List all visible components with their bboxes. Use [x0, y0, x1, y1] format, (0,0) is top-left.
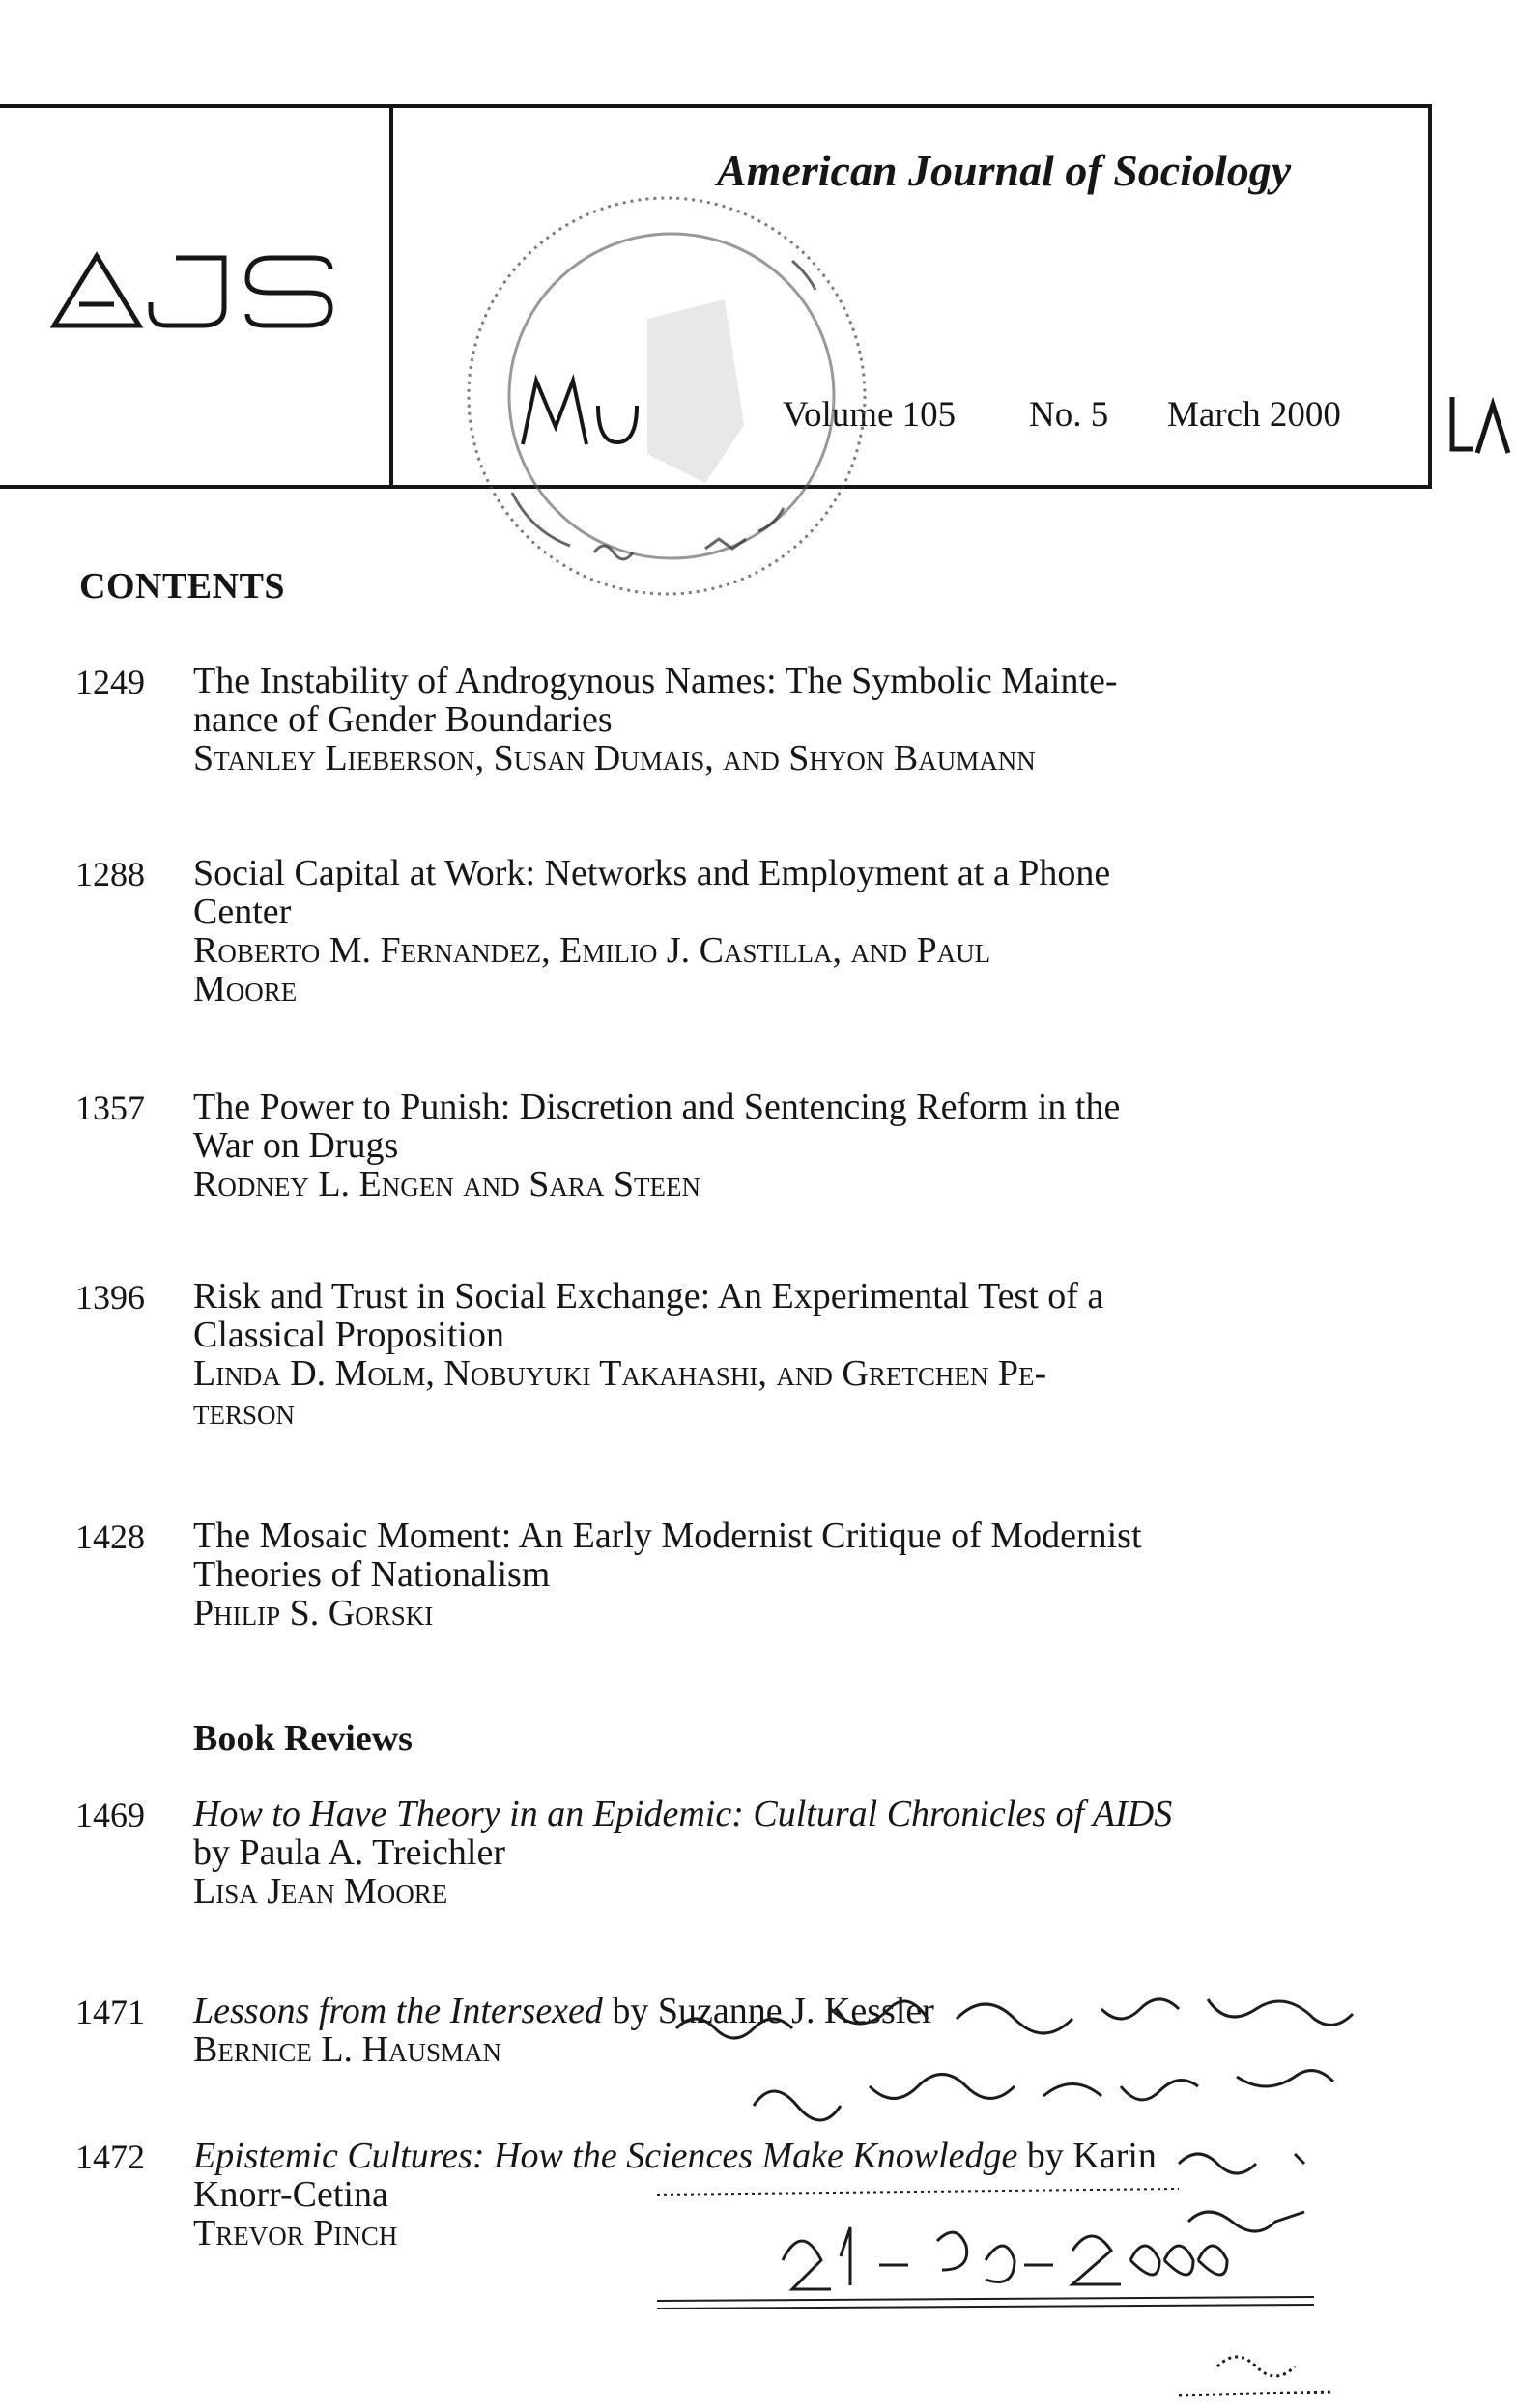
handwritten-mark-mu	[517, 367, 652, 454]
review-book-author: by Suzanne J. Kessler	[602, 1991, 934, 2031]
page-number: 1428	[75, 1517, 145, 1556]
review-book-title: Epistemic Cultures: How the Sciences Make Knowledge	[193, 2136, 1018, 2176]
reviewer-name: Bernice L. Hausman	[193, 2029, 502, 2070]
article-authors: Moore	[193, 969, 298, 1009]
article-title-line: Social Capital at Work: Networks and Employment at a Phone	[193, 853, 1111, 893]
page-number: 1469	[75, 1796, 145, 1834]
issue-volume: Volume 105	[783, 395, 957, 435]
review-book-author: Knorr-Cetina	[193, 2174, 388, 2215]
reviewer-name: Lisa Jean Moore	[193, 1871, 448, 1912]
article-title-line: War on Drugs	[193, 1125, 399, 1166]
library-stamp	[425, 174, 908, 618]
review-book-author: by Paula A. Treichler	[193, 1832, 505, 1873]
page-number: 1472	[75, 2138, 145, 2176]
page-number: 1288	[75, 855, 145, 893]
article-title-line: Center	[193, 892, 292, 932]
article-authors: Stanley Lieberson, Susan Dumais, and Shyon Baumann	[193, 738, 1036, 779]
article-title-line: The Power to Punish: Discretion and Sentencing Reform in the	[193, 1087, 1121, 1127]
article-authors: terson	[193, 1392, 296, 1432]
article-authors: Philip S. Gorski	[193, 1593, 434, 1633]
article-title-line: Theories of Nationalism	[193, 1554, 551, 1595]
contents-heading: CONTENTS	[79, 566, 286, 607]
page-number: 1249	[75, 663, 145, 701]
page-number: 1471	[75, 1993, 145, 2031]
handwritten-mark-la	[1444, 391, 1512, 459]
article-authors: Linda D. Molm, Nobuyuki Takahashi, and Gretchen Pe-	[193, 1353, 1047, 1394]
issue-number: No. 5	[1029, 395, 1109, 435]
arabic-registration-stamp	[638, 1970, 1372, 2408]
article-title-line: Classical Proposition	[193, 1315, 504, 1355]
review-book-title: Lessons from the Intersexed	[193, 1991, 603, 2031]
review-book-author: by Karin	[1017, 2136, 1157, 2176]
review-book-title: How to Have Theory in an Epidemic: Cultural Chronicles of AIDS	[193, 1794, 1173, 1834]
article-title-line: nance of Gender Boundaries	[193, 699, 613, 740]
page-number: 1396	[75, 1278, 145, 1317]
article-title-line: Risk and Trust in Social Exchange: An Experimental Test of a	[193, 1276, 1104, 1317]
article-authors: Roberto M. Fernandez, Emilio J. Castilla, and Paul	[193, 930, 991, 971]
book-reviews-heading: Book Reviews	[193, 1718, 413, 1759]
article-authors: Rodney L. Engen and Sara Steen	[193, 1164, 700, 1204]
article-title-line: The Mosaic Moment: An Early Modernist Critique of Modernist	[193, 1516, 1142, 1556]
header-divider	[389, 104, 393, 489]
issue-date: March 2000	[1167, 395, 1341, 435]
article-title-line: The Instability of Androgynous Names: The Symbolic Mainte-	[193, 661, 1118, 701]
ajs-logo	[50, 246, 340, 333]
page-number: 1357	[75, 1089, 145, 1127]
journal-title: American Journal of Sociology	[717, 146, 1292, 195]
reviewer-name: Trevor Pinch	[193, 2213, 398, 2253]
